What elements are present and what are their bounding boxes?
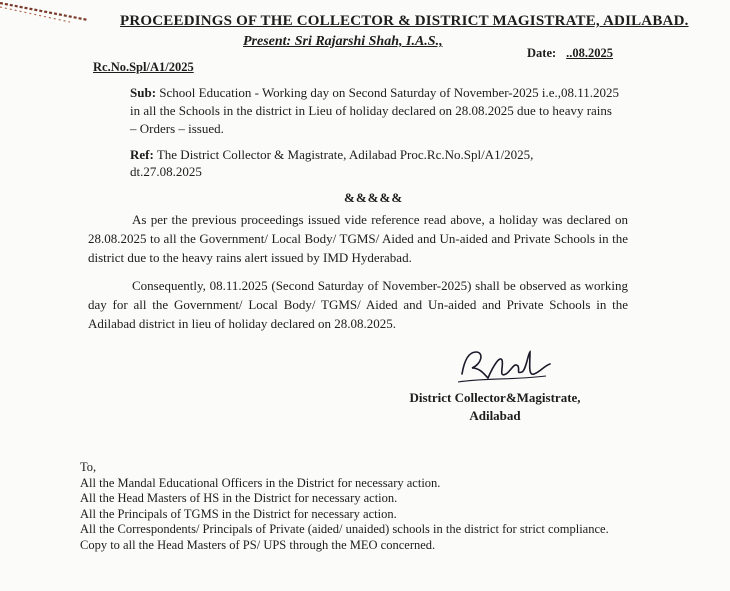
distribution-list	[80, 460, 640, 553]
subject-block	[130, 84, 620, 138]
section-separator: &&&&&	[344, 190, 404, 205]
distribution-item: Copy to all the Head Masters of PS/ UPS through the MEO concerned.	[80, 537, 436, 552]
date-value: ..08.2025	[566, 46, 614, 60]
presiding-officer: Present: Sri Rajarshi Shah, I.A.S.,	[243, 34, 443, 49]
signatory-block	[395, 389, 595, 425]
paragraph-working-day: Consequently, 08.11.2025 (Second Saturday of November-2025) shall be observed as working day for all the Government/ Local Body/ TGMS/ Aided and Un-aided and Private Schools in the Adilabad district in lieu of holiday declared on 28.08.2025.	[88, 278, 628, 331]
page-corner-binding-marks	[0, 0, 90, 26]
subject-label: Sub:	[130, 85, 157, 100]
reference-number: Rc.No.Spl/A1/2025	[93, 60, 194, 74]
distribution-item: All the Principals of TGMS in the District for necessary action.	[80, 506, 397, 521]
reference-text: The District Collector & Magistrate, Adilabad Proc.Rc.No.Spl/A1/2025, dt.27.08.2025	[130, 147, 534, 179]
to-label: To,	[80, 460, 97, 474]
distribution-item: All the Correspondents/ Principals of Private (aided/ unaided) schools in the district for strict compliance.	[80, 522, 609, 536]
signatory-designation: District Collector&Magistrate,	[409, 390, 581, 405]
document-heading: PROCEEDINGS OF THE COLLECTOR & DISTRICT MAGISTRATE, ADILABAD.	[120, 13, 689, 29]
reference-block	[130, 146, 600, 180]
distribution-item: All the Mandal Educational Officers in the District for necessary action.	[80, 475, 441, 490]
date-line	[527, 46, 613, 61]
handwritten-signature	[454, 344, 554, 388]
signatory-place: Adilabad	[469, 408, 521, 423]
date-label: Date:	[527, 46, 557, 60]
subject-text: School Education - Working day on Second Saturday of November-2025 i.e.,08.11.2025 in all the Schools in the district in Lieu of holiday declared on 28.08.2025 due to heavy rains – Orders – issued.	[130, 85, 620, 136]
paragraph-holiday-declared: As per the previous proceedings issued vide reference read above, a holiday was declared on 28.08.2025 to all the Government/ Local Body/ TGMS/ Aided and Un-aided and Private Schools in the district due to the heavy rains alert issued by IMD Hyderabad.	[88, 212, 628, 265]
distribution-item: All the Head Masters of HS in the District for necessary action.	[80, 491, 398, 505]
reference-label: Ref:	[130, 147, 154, 162]
